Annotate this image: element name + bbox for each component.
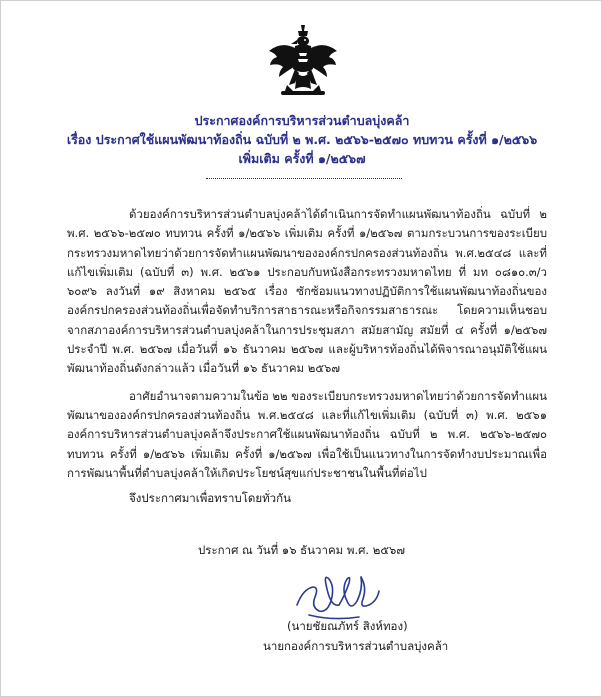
announcement-date: ประกาศ ณ วันที่ ๑๖ ธันวาคม พ.ศ. ๒๕๖๗ <box>198 543 405 557</box>
header-title: ประกาศองค์การบริหารส่วนตำบลบุ่งคล้า <box>194 113 410 128</box>
body-paragraph-1: ด้วยองค์การบริหารส่วนตำบลบุ่งคล้าได้ดำเนินการจัดทำแผนพัฒนาท้องถิ่น ฉบับที่ ๒ พ.ศ. ๒๕๖๖-๒๕๗๐ ทบทวน ครั้งที่ ๑/๒๕๖๖ เพิ่มเติม ครั้งที่ ๑/๒๕๖๗ ตามกระบวนการของระเบียบกระทรวงมหาดไทยว่าด้วยการจัดทำแผนพัฒนาขององค์กรปกครองส่วนท้องถิ่น พ.ศ.๒๕๔๘ และที่แก้ไขเพิ่มเติม (ฉบับที่ ๓) พ.ศ. ๒๕๖๑ ประกอบกับหนังสือกระทรวงมหาดไทย ที่ มท ๐๘๑๐.๓/ว ๖๐๙๖ ลงวันที่ ๑๙ สิงหาคม ๒๕๖๕ เรื่อง ซักซ้อมแนวทางปฏิบัติการใช้แผนพัฒนาท้องถิ่นขององค์กรปกครองส่วนท้องถิ่นเพื่อจัดทำบริการสาธารณะหรือกิจกรรมสาธารณะ โดยความเห็นชอบจากสภาองค์การบริหารส่วนตำบลบุ่งคล้าในการประชุมสภา สมัยสามัญ สมัยที่ ๔ ครั้งที่ ๑/๒๕๖๗ ประจำปี พ.ศ. ๒๕๖๗ เมื่อวันที่ ๑๖ ธันวาคม ๒๕๖๗ และผู้บริหารท้องถิ่นได้พิจารณาอนุมัติใช้แผนพัฒนาท้องถิ่นดังกล่าวแล้ว เมื่อวันที่ ๑๖ ธันวาคม ๒๕๖๗ <box>67 207 547 376</box>
header-subject: เรื่อง ประกาศใช้แผนพัฒนาท้องถิ่น ฉบับที่ ๒ พ.ศ. ๒๕๖๖-๒๕๗๐ ทบทวน ครั้งที่ ๑/๒๕๖๖ <box>66 132 538 147</box>
closing-statement: จึงประกาศมาเพื่อทราบโดยทั่วกัน <box>129 491 291 505</box>
signer-position: นายกองค์การบริหารส่วนตำบลบุ่งคล้า <box>263 639 449 653</box>
garuda-emblem-icon <box>267 23 339 99</box>
body-paragraph-2: อาศัยอำนาจตามความในข้อ ๒๒ ของระเบียบกระทรวงมหาดไทยว่าด้วยการจัดทำแผนพัฒนาขององค์กรปกครองส่วนท้องถิ่น พ.ศ.๒๕๔๘ และที่แก้ไขเพิ่มเติม (ฉบับที่ ๓) พ.ศ. ๒๕๖๑ องค์การบริหารส่วนตำบลบุ่งคล้าจึงประกาศใช้แผนพัฒนาท้องถิ่น ฉบับที่ ๒ พ.ศ. ๒๕๖๖-๒๕๗๐ ทบทวน ครั้งที่ ๑/๒๕๖๖ เพิ่มเติม ครั้งที่ ๑/๒๕๖๗ เพื่อใช้เป็นแนวทางในการจัดทำงบประมาณเพื่อการพัฒนาพื้นที่ตำบลบุ่งคล้าให้เกิดประโยชน์สุขแก่ประชาชนในพื้นที่ต่อไป <box>67 388 548 480</box>
signer-name: (นายชัยณภัทร์ สิงห์ทอง) <box>287 619 408 633</box>
announcement-body <box>67 205 547 483</box>
dotted-divider <box>206 178 402 179</box>
header-addendum: เพิ่มเติม ครั้งที่ ๑/๒๕๖๗ <box>238 151 366 166</box>
announcement-header <box>1 111 602 168</box>
